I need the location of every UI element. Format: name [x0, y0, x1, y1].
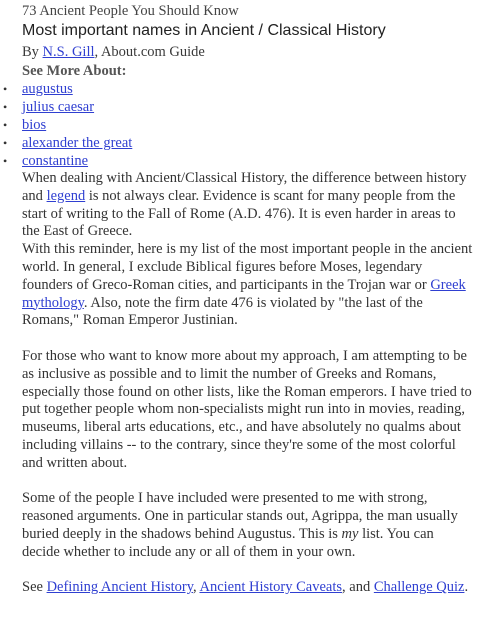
paragraph-text: list. You can decide whether to include any or all of them in your own. — [22, 525, 434, 560]
defining-ancient-history-link[interactable]: Defining Ancient History — [46, 579, 194, 596]
topic-item-augustus — [0, 80, 483, 98]
paragraph-text: See — [22, 579, 47, 596]
paragraph-text: . Also, note the firm date 476 is violated by "the last of the Romans," Roman Emperor Justinian. — [22, 294, 423, 329]
separator-text: , — [193, 579, 200, 596]
greek-mythology-link[interactable]: Greek mythology — [22, 276, 466, 311]
byline-suffix: , About.com Guide — [94, 44, 205, 60]
intro-paragraph — [22, 170, 475, 241]
challenge-quiz-link[interactable]: Challenge Quiz — [373, 579, 465, 596]
topic-list — [0, 80, 483, 170]
bullet-icon: • — [3, 154, 8, 168]
approach-paragraph: For those who want to know more about my approach, I am attempting to be as inclusive as possible and to limit the number of Greeks and Romans, especially those found on other lists, like the Roman emperors. I have tried to put together people whom non-specialists might run into in movies, reading, museums, liberal arts educations, etc., and have absolutely no qualms about including villains -- to the contrary, since they're some of the most colorful and written about. — [22, 347, 472, 471]
agrippa-paragraph — [22, 490, 475, 561]
article-kicker: 73 Ancient People You Should Know — [22, 3, 239, 19]
paragraph-text: With this reminder, here is my list of the most important people in the ancient world. In general, I exclude Biblical figures before Moses, legendary founders of Greco-Roman cities, and participants in the Trojan war or — [22, 241, 473, 293]
topic-item-bios — [0, 116, 483, 134]
scope-paragraph — [22, 241, 475, 330]
bullet-icon: • — [3, 100, 8, 114]
topic-link-bios[interactable]: bios — [22, 117, 47, 133]
article-subtitle: Most important names in Ancient / Classical History — [22, 22, 386, 39]
see-more-heading: See More About: — [22, 63, 127, 79]
paragraph-text: is not always clear. Evidence is scant for many people from the start of writing to the Fall of Rome (A.D. 476). It is even harder in areas to the East of Greece. — [22, 187, 456, 240]
period-text: . — [464, 579, 469, 596]
bullet-icon: • — [3, 136, 8, 150]
paragraph-text: When dealing with Ancient/Classical History, the difference between history and — [22, 170, 467, 204]
topic-item-constantine — [0, 152, 483, 170]
bullet-icon: • — [3, 118, 8, 132]
author-link[interactable]: N.S. Gill — [42, 44, 95, 60]
topic-link-augustus[interactable]: augustus — [22, 81, 73, 97]
article — [0, 2, 483, 597]
legend-link[interactable]: legend — [46, 187, 86, 204]
emphasis-text: my — [341, 525, 359, 542]
byline-prefix: By — [22, 44, 43, 60]
separator-text: , and — [342, 579, 374, 596]
bullet-icon: • — [3, 82, 8, 96]
topic-link-constantine[interactable]: constantine — [22, 153, 89, 169]
see-also-paragraph — [22, 579, 475, 597]
topic-link-julius-caesar[interactable]: julius caesar — [22, 99, 95, 115]
topic-item-julius-caesar — [0, 98, 483, 116]
paragraph-text: Some of the people I have included were presented to me with strong, reasoned arguments. One in particular stands out, Agrippa, the man usually buried deeply in the shadows behind Augustus. This is — [22, 490, 458, 542]
topic-item-alexander-the-great — [0, 134, 483, 152]
article-body — [22, 170, 475, 597]
byline — [22, 43, 483, 62]
topic-link-alexander-the-great[interactable]: alexander the great — [22, 135, 133, 151]
ancient-history-caveats-link[interactable]: Ancient History Caveats — [199, 579, 343, 596]
